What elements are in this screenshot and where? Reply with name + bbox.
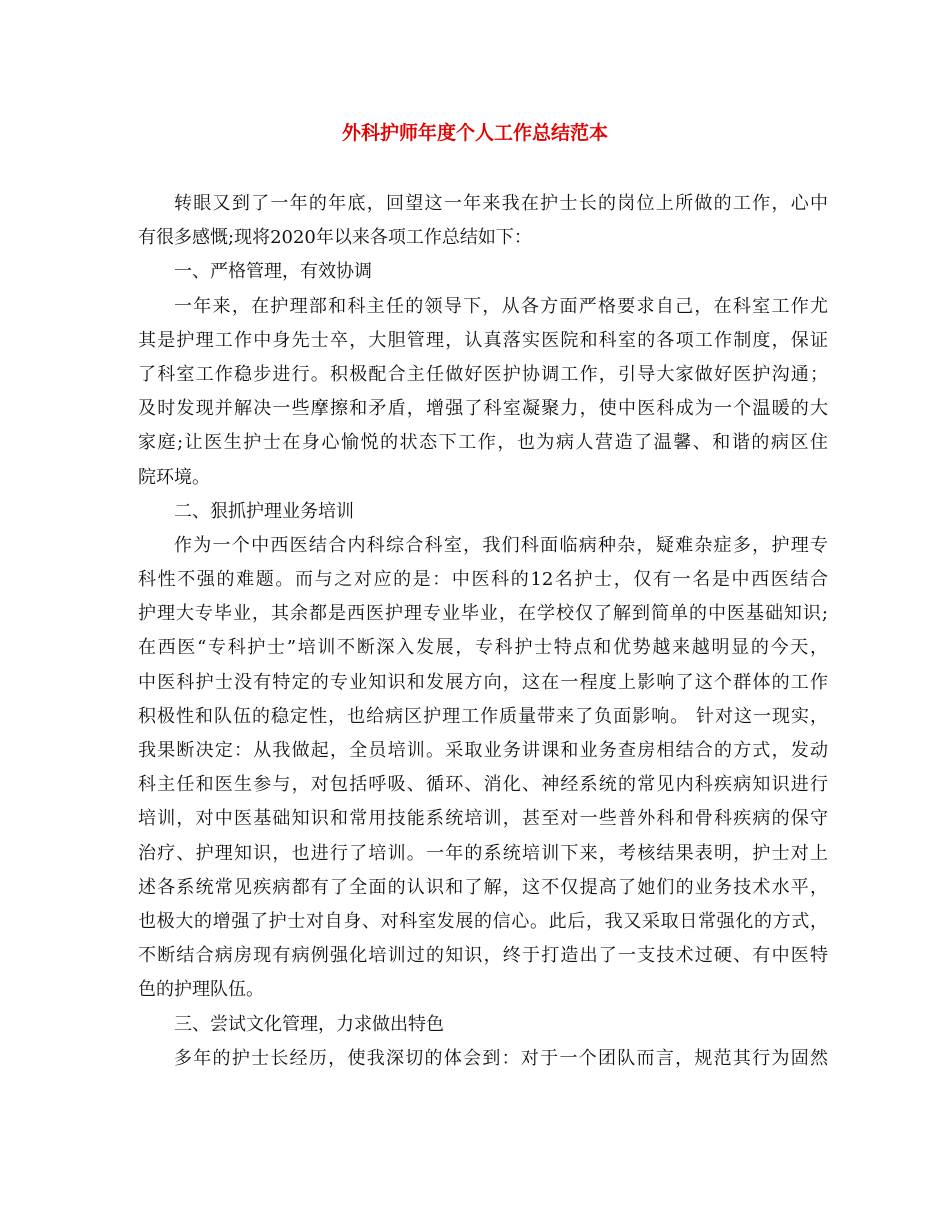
document-title: 外科护师年度个人工作总结范本	[341, 122, 608, 144]
text-line: 院环境。	[138, 466, 210, 488]
text-line: 护理大专毕业，其余都是西医护理专业毕业，在学校仅了解到简单的中医基础知识;	[138, 603, 828, 625]
text-line: 不断结合病房现有病例强化培训过的知识，终于打造出了一支技术过硬、有中医特	[138, 945, 828, 967]
text-line: 中医科护士没有特定的专业知识和发展方向，这在一程度上影响了这个群体的工作	[138, 671, 828, 693]
text-line: 家庭;让医生护士在身心愉悦的状态下工作，也为病人营造了温馨、和谐的病区住	[138, 432, 828, 454]
text-line: 治疗、护理知识，也进行了培训。一年的系统培训下来，考核结果表明，护士对上	[138, 842, 828, 864]
text-line: 二、狠抓护理业务培训	[174, 500, 354, 522]
text-line: 也极大的增强了护士对自身、对科室发展的信心。此后，我又采取日常强化的方式，	[138, 910, 828, 932]
text-line: 述各系统常见疾病都有了全面的认识和了解，这不仅提高了她们的业务技术水平，	[138, 876, 828, 898]
text-line: 色的护理队伍。	[138, 979, 264, 1001]
text-line: 其是护理工作中身先士卒，大胆管理，认真落实医院和科室的各项工作制度，保证	[138, 329, 828, 351]
text-line: 了科室工作稳步进行。积极配合主任做好医护协调工作，引导大家做好医护沟通；	[138, 363, 828, 385]
text-line: 及时发现并解决一些摩擦和矛盾，增强了科室凝聚力，使中医科成为一个温暖的大	[138, 398, 828, 420]
text-line: 科性不强的难题。而与之对应的是：中医科的12名护士，仅有一名是中西医结合	[138, 569, 828, 591]
text-line: 培训，对中医基础知识和常用技能系统培训，甚至对一些普外科和骨科疾病的保守	[138, 808, 828, 830]
document-body	[138, 187, 828, 1076]
text-line: 一、严格管理，有效协调	[174, 261, 372, 283]
text-line: 多年的护士长经历，使我深切的体会到：对于一个团队而言，规范其行为固然	[174, 1047, 828, 1069]
text-line: 科主任和医生参与，对包括呼吸、循环、消化、神经系统的常见内科疾病知识进行	[138, 774, 828, 796]
text-line: 三、尝试文化管理，力求做出特色	[174, 1013, 444, 1035]
text-line: 积极性和队伍的稳定性，也给病区护理工作质量带来了负面影响。 针对这一现实，	[138, 705, 828, 727]
text-line: 有很多感慨;现将2020年以来各项工作总结如下：	[138, 227, 532, 249]
text-line: 在西医“专科护士”培训不断深入发展，专科护士特点和优势越来越明显的今天，	[138, 637, 828, 659]
text-line: 转眼又到了一年的年底，回望这一年来我在护士长的岗位上所做的工作，心中	[174, 193, 828, 214]
text-line: 我果断决定：从我做起，全员培训。采取业务讲课和业务查房相结合的方式，发动	[138, 740, 828, 761]
text-line: 作为一个中西医结合内科综合科室，我们科面临病种杂，疑难杂症多，护理专	[174, 534, 828, 556]
text-line: 一年来，在护理部和科主任的领导下，从各方面严格要求自己，在科室工作尤	[174, 295, 828, 317]
